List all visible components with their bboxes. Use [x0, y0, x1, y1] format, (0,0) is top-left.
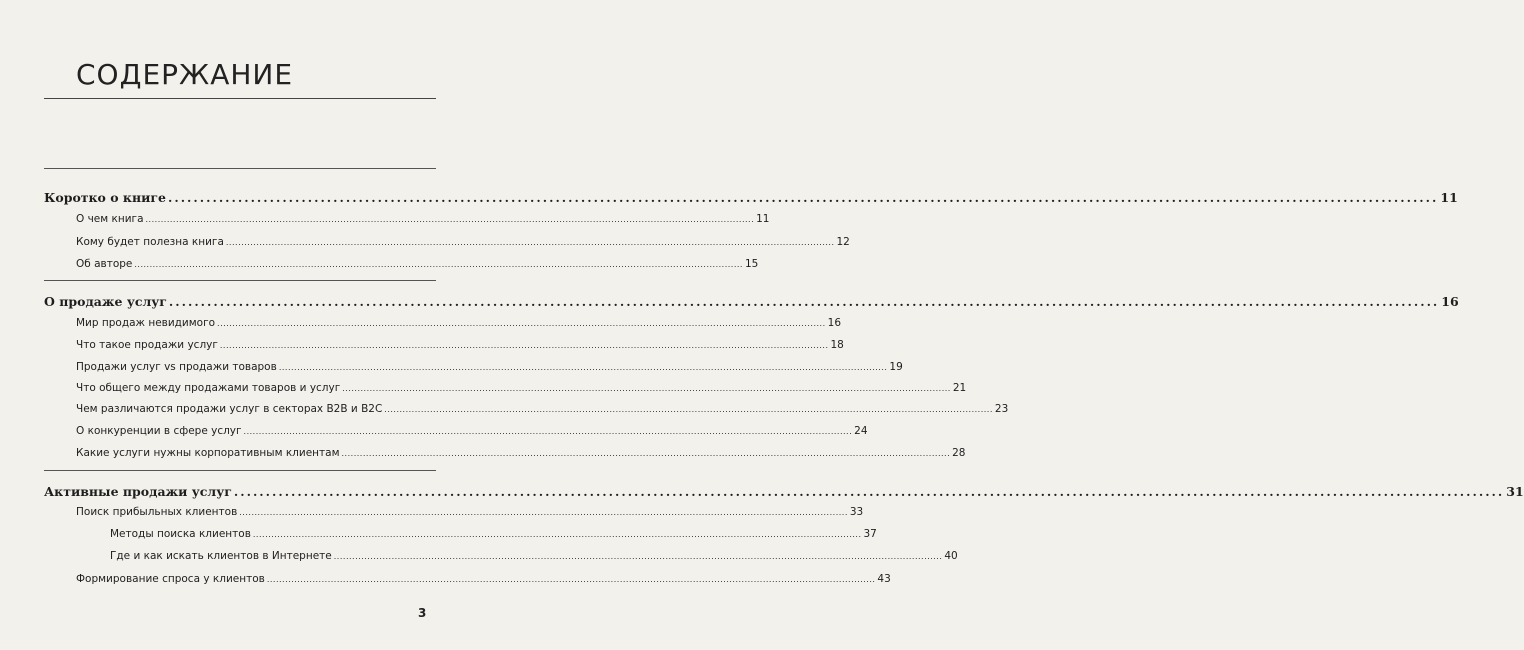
toc-dot-leader: ........................................................................................................................................................................................................ — [342, 384, 951, 393]
toc-entry-label: Методы поиска клиентов — [110, 528, 251, 540]
toc-dot-leader: ........................................................................................................................................................................................................ — [225, 238, 835, 247]
toc-dot-leader: ........................................................................................................................................................................................................ — [134, 260, 743, 269]
toc-dot-leader: ........................................................................................................................................................................................................ — [243, 427, 853, 436]
section-divider — [44, 168, 436, 169]
toc-entry-label: О продаже услуг — [44, 294, 167, 309]
toc-section[interactable] — [0, 360, 903, 378]
toc-entry-page: 18 — [830, 339, 844, 351]
toc-entry-page: 16 — [1441, 294, 1459, 309]
toc-entry-label: Чем различаются продажи услуг в секторах B2B и B2C — [76, 403, 383, 415]
toc-entry-label: Какие услуги нужны корпоративным клиентам — [76, 447, 340, 459]
toc-entry-page: 28 — [952, 447, 966, 459]
toc-entry-page: 12 — [836, 236, 850, 248]
toc-section[interactable] — [0, 338, 844, 356]
toc-subsection[interactable] — [0, 549, 958, 567]
toc-section[interactable] — [0, 424, 868, 442]
page-title: СОДЕРЖАНИЕ — [76, 58, 294, 91]
toc-dot-leader: ........................................................................................................................................................................................................ — [217, 319, 826, 328]
toc-entry-label: Где и как искать клиентов в Интернете — [110, 550, 332, 562]
toc-entry-page: 43 — [877, 573, 891, 585]
toc-dot-leader: ........................................................................................................................................................................................................ — [168, 190, 1439, 205]
toc-dot-leader: ........................................................................................................................................................................................................ — [278, 363, 888, 372]
toc-section[interactable] — [0, 446, 966, 464]
toc-entry-label: Поиск прибыльных клиентов — [76, 506, 238, 518]
toc-section[interactable] — [0, 572, 891, 590]
toc-entry-label: О чем книга — [76, 213, 144, 225]
toc-entry-label: Продажи услуг vs продажи товаров — [76, 361, 277, 373]
toc-entry-label: Активные продажи услуг — [44, 484, 232, 499]
page-number: 3 — [418, 606, 427, 620]
toc-dot-leader: ........................................................................................................................................................................................................ — [168, 294, 1440, 309]
toc-entry-label: О конкуренции в сфере услуг — [76, 425, 242, 437]
toc-section[interactable] — [0, 235, 850, 253]
toc-chapter[interactable] — [0, 484, 1524, 502]
toc-dot-leader: ........................................................................................................................................................................................................ — [145, 215, 755, 224]
toc-entry-page: 37 — [863, 528, 877, 540]
toc-section[interactable] — [0, 505, 864, 523]
toc-entry-label: Кому будет полезна книга — [76, 236, 224, 248]
toc-entry-label: Что такое продажи услуг — [76, 339, 218, 351]
toc-entry-page: 11 — [1440, 190, 1458, 205]
toc-entry-label: Мир продаж невидимого — [76, 317, 216, 329]
toc-entry-page: 31 — [1506, 484, 1524, 499]
section-divider — [44, 280, 436, 281]
toc-dot-leader: ........................................................................................................................................................................................................ — [233, 484, 1505, 499]
section-divider — [44, 470, 436, 471]
toc-section[interactable] — [0, 316, 842, 334]
toc-chapter[interactable] — [0, 190, 1458, 208]
toc-entry-page: 19 — [889, 361, 903, 373]
toc-entry-page: 16 — [827, 317, 842, 329]
toc-section[interactable] — [0, 257, 759, 275]
toc-entry-label: Формирование спроса у клиентов — [76, 573, 265, 585]
toc-section[interactable] — [0, 212, 770, 230]
toc-subsection[interactable] — [0, 527, 877, 545]
toc-entry-page: 24 — [854, 425, 868, 437]
toc-entry-label: Коротко о книге — [44, 190, 166, 205]
toc-entry-page: 33 — [849, 506, 864, 518]
toc-dot-leader: ........................................................................................................................................................................................................ — [384, 405, 993, 414]
toc-entry-label: Об авторе — [76, 258, 133, 270]
toc-entry-page: 15 — [744, 258, 759, 270]
toc-section[interactable] — [0, 402, 1009, 420]
toc-dot-leader: ........................................................................................................................................................................................................ — [219, 341, 829, 350]
toc-dot-leader: ........................................................................................................................................................................................................ — [266, 575, 876, 584]
toc-dot-leader: ........................................................................................................................................................................................................ — [333, 552, 943, 561]
toc-entry-page: 40 — [944, 550, 958, 562]
toc-chapter[interactable] — [0, 294, 1459, 312]
toc-entry-page: 21 — [952, 382, 967, 394]
toc-entry-page: 23 — [994, 403, 1009, 415]
title-divider — [44, 98, 436, 99]
toc-dot-leader: ........................................................................................................................................................................................................ — [252, 530, 862, 539]
toc-entry-page: 11 — [756, 213, 770, 225]
toc-dot-leader: ........................................................................................................................................................................................................ — [341, 449, 951, 458]
toc-section[interactable] — [0, 381, 967, 399]
toc-dot-leader: ........................................................................................................................................................................................................ — [239, 508, 848, 517]
toc-entry-label: Что общего между продажами товаров и услуг — [76, 382, 341, 394]
